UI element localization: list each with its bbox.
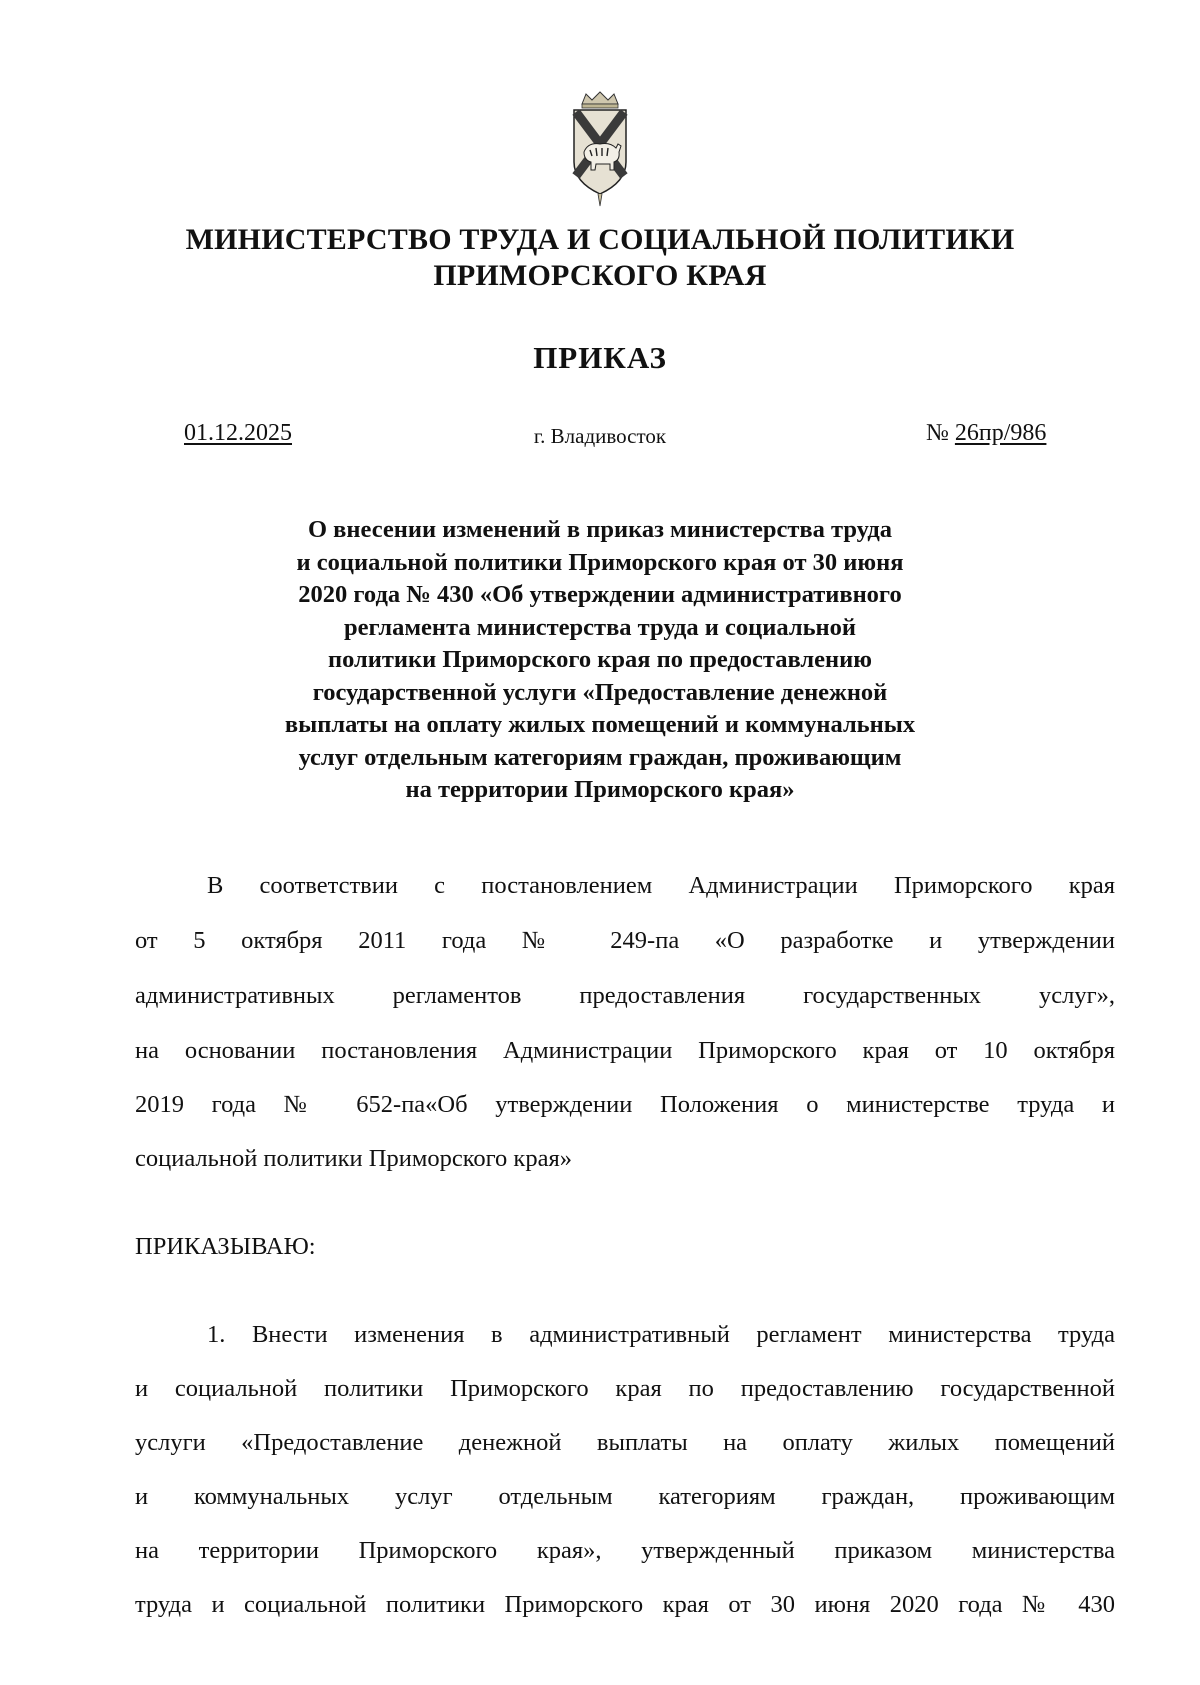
document-type-title: ПРИКАЗ: [533, 340, 667, 375]
subject-line: О внесении изменений в приказ министерства труда: [308, 516, 892, 543]
ministry-name-line2: ПРИМОРСКОГО КРАЯ: [433, 259, 767, 292]
order-number-prefix: №: [926, 420, 955, 446]
subject-line: политики Приморского края по предоставлению: [327, 646, 872, 673]
subject-line: государственной услуги «Предоставление денежной: [312, 678, 888, 706]
subject-line: выплаты на оплату жилых помещений и коммунальных: [284, 711, 916, 738]
order-directive-word: ПРИКАЗЫВАЮ:: [135, 1233, 316, 1260]
order-date: 01.12.2025: [184, 420, 292, 446]
item-line: 1. Внести изменения в административный регламент министерства труда: [207, 1321, 1115, 1348]
order-subject: [0, 514, 1200, 807]
preamble-line: на основании постановления Администрации Приморского края от 10 октября: [135, 1037, 1115, 1064]
preamble-line: административных регламентов предоставления государственных услуг»,: [135, 982, 1115, 1009]
subject-line: на территории Приморского края»: [405, 776, 795, 803]
order-city: г. Владивосток: [533, 424, 667, 448]
order-number: [926, 418, 1046, 448]
order-number-value: 26пр/986: [954, 420, 1047, 446]
subject-line: услуг отдельным категориям граждан, проживающим: [298, 743, 902, 771]
subject-line: регламента министерства труда и социальной: [343, 613, 857, 641]
preamble-line: 2019 года № 652-па«Об утверждении Положения о министерстве труда и: [135, 1091, 1115, 1118]
preamble-line: от 5 октября 2011 года № 249-па «О разработке и утверждении: [135, 927, 1115, 954]
coat-of-arms-icon: [568, 90, 632, 208]
preamble-line: В соответствии с постановлением Администрации Приморского края: [207, 872, 1115, 899]
subject-line: и социальной политики Приморского края от 30 июня: [296, 548, 904, 576]
ministry-name-line1: МИНИСТЕРСТВО ТРУДА И СОЦИАЛЬНОЙ ПОЛИТИКИ: [185, 223, 1015, 256]
item-line: и коммунальных услуг отдельным категориям граждан, проживающим: [135, 1483, 1115, 1510]
item-line: на территории Приморского края», утвержденный приказом министерства: [135, 1537, 1115, 1564]
item-line: труда и социальной политики Приморского края от 30 июня 2020 года № 430: [135, 1591, 1115, 1618]
subject-line: 2020 года № 430 «Об утверждении административного: [298, 581, 902, 608]
item-line: и социальной политики Приморского края по предоставлению государственной: [135, 1375, 1115, 1402]
item-line: услуги «Предоставление денежной выплаты на оплату жилых помещений: [135, 1429, 1115, 1456]
preamble-line: социальной политики Приморского края»: [135, 1145, 572, 1172]
